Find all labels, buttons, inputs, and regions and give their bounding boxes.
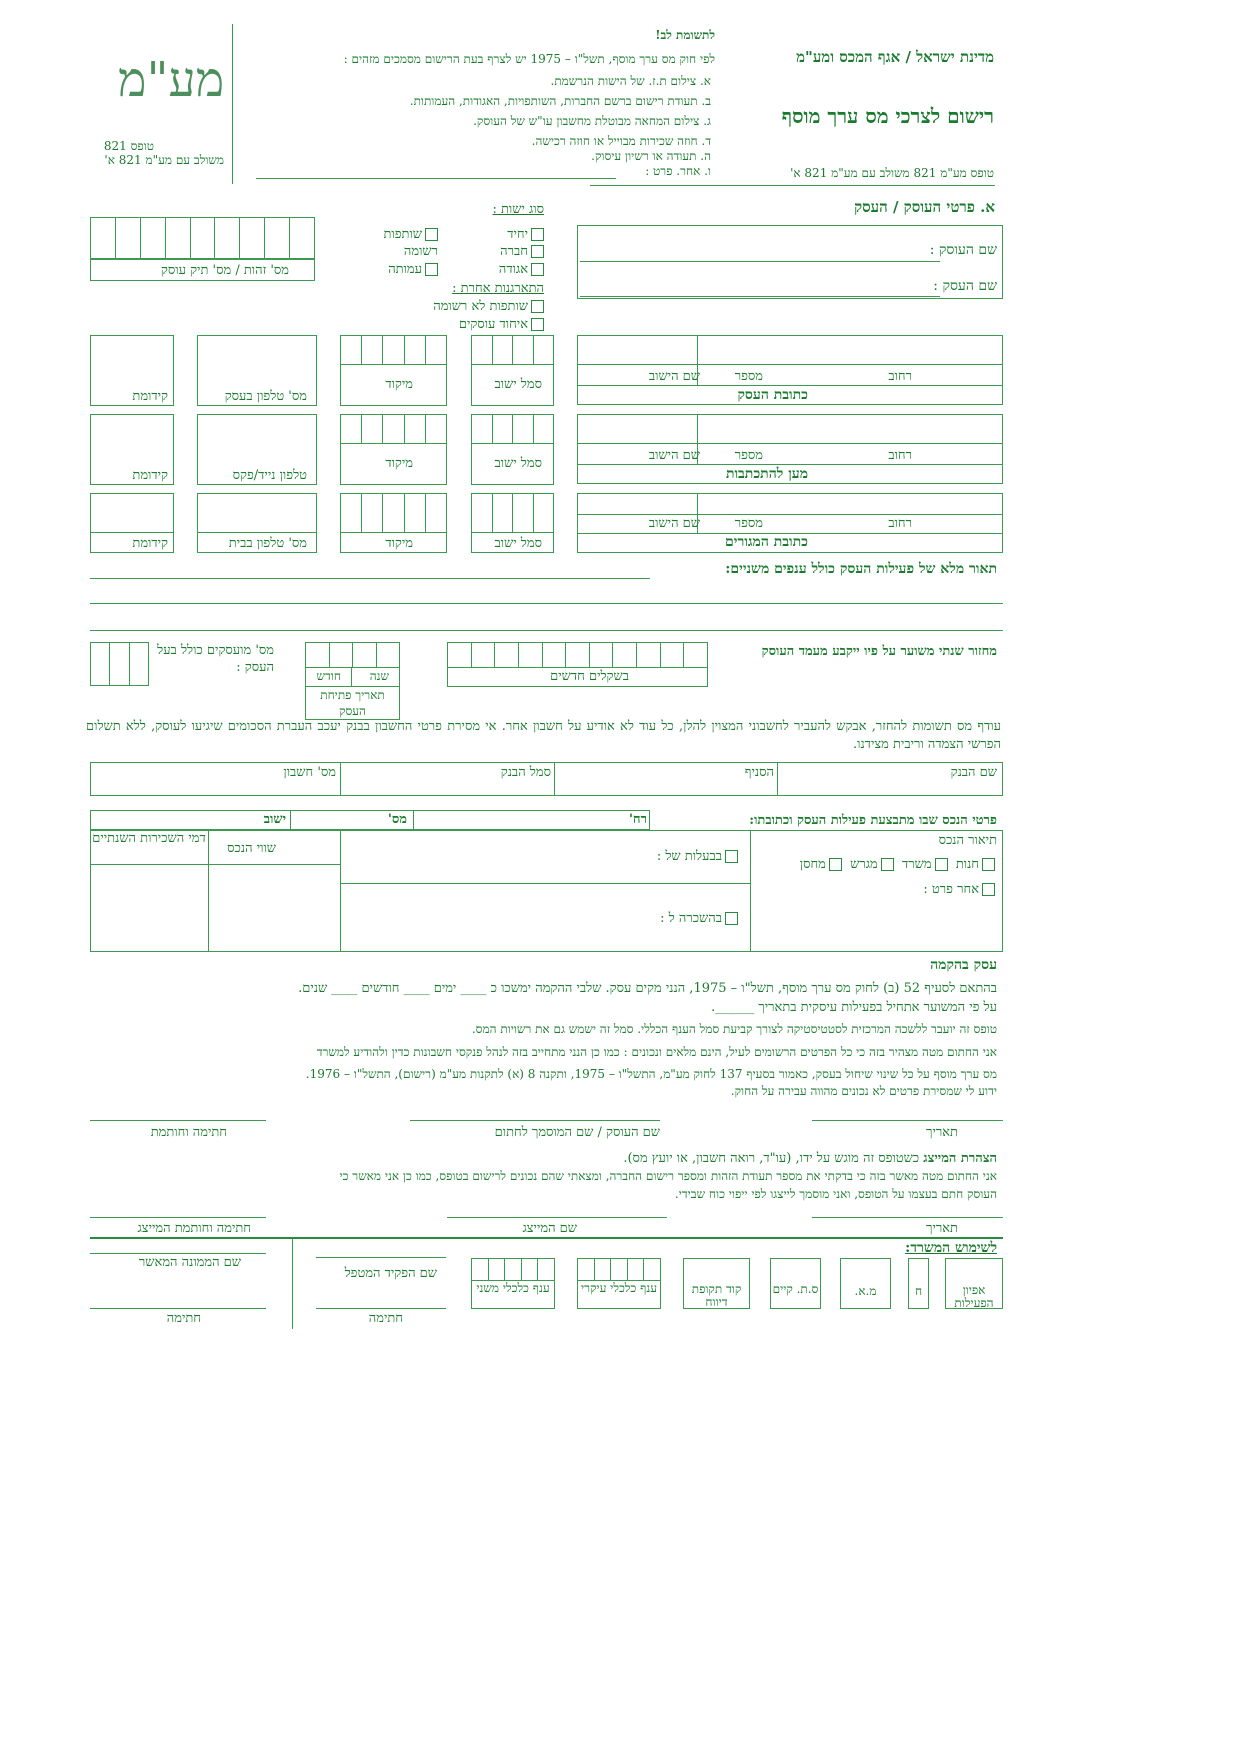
signature-label: חתימה וחותמת (150, 1125, 227, 1140)
property-other[interactable]: אחר פרט : (923, 881, 995, 897)
open-date-label: תאריך פתיחת העסק (320, 688, 385, 718)
turnover-label: מחזור שנתי משוער על פיו ייקבע מעמד העוסק (761, 644, 997, 659)
header-divider-left (232, 24, 233, 184)
divider (340, 830, 341, 952)
office-box-label: ס.ת. קיים (772, 1282, 819, 1296)
attention-title: לתשומת לב! (655, 28, 715, 42)
advisor-date-line[interactable] (812, 1217, 1003, 1218)
checkbox[interactable] (425, 263, 438, 276)
checkbox[interactable] (425, 228, 438, 241)
checkbox[interactable] (982, 883, 995, 896)
annual-rent-label: דמי השכירות השנתיים (92, 831, 206, 846)
advisor-name-line[interactable] (447, 1217, 667, 1218)
zip-label: מיקוד (385, 456, 413, 471)
state-line: מדינת ישראל / אגף המכס ומע"מ (796, 48, 994, 66)
entity-type-label: סוג ישות : (492, 202, 544, 217)
month-label: חודש (316, 669, 341, 683)
employees-cells[interactable] (90, 642, 149, 686)
divider (290, 810, 291, 830)
home-address-title: כתובת המגורים (725, 534, 808, 550)
checkbox[interactable] (881, 858, 894, 871)
entity-option[interactable]: עמותה (388, 261, 438, 277)
property-description-label: תיאור הנכס (938, 833, 997, 848)
employees-label: מס' מועסקים כולל בעל העסק : (157, 643, 274, 675)
zip-label: מיקוד (385, 536, 413, 551)
date-label: תאריך (926, 1125, 958, 1140)
prefix-label: קידומת (132, 468, 168, 483)
divider (577, 385, 1003, 386)
property-title: פרטי הנכס שבו מתבצעת פעילות העסק וכתובתו: (749, 813, 997, 828)
rented-option[interactable]: בהשכרה ל : (660, 910, 738, 926)
other-org-option[interactable]: איחוד עוסקים (459, 316, 544, 332)
divider (351, 667, 352, 687)
divider (90, 864, 340, 865)
city-label: שם הישוב (648, 448, 700, 463)
year-label: שנה (369, 669, 389, 683)
declaration-line: אני החתום מטה מצהיר בזה כי כל הפרטים הרשומים לעיל, הינם מלאים ונכונים : כמו כן הנני מתחייב בזה לנהל פנקסי חשבונות כדין ולהודיע למשרד (316, 1045, 997, 1059)
checkbox[interactable] (725, 912, 738, 925)
office-box-label: ח (914, 1284, 923, 1298)
officer-signature-label: חתימה (166, 1311, 201, 1326)
office-box-label: מ.א. (854, 1284, 877, 1298)
checkbox[interactable] (531, 300, 544, 313)
section-a-title: א. פרטי העוסק / העסק (854, 198, 995, 216)
entity-option[interactable]: חברה (500, 243, 544, 259)
office-main-branch-cells[interactable] (577, 1258, 661, 1281)
entity-option[interactable]: שותפות רשומה (383, 227, 438, 259)
clerk-sign-line[interactable] (316, 1308, 446, 1309)
office-divider (90, 1237, 1003, 1239)
attention-item: ה. תעודה או רשיון עיסוק. (591, 149, 711, 163)
signer-name-label: שם העוסק / שם המוסמך לחתום (494, 1125, 660, 1140)
property-type-options[interactable]: חנות משרד מגרש מחסן (800, 856, 995, 872)
checkbox[interactable] (531, 318, 544, 331)
office-box-label: ענף כלכלי עיקרי (580, 1281, 658, 1295)
activity-line[interactable] (90, 578, 650, 579)
prefix-label: קידומת (132, 536, 168, 551)
checkbox[interactable] (531, 245, 544, 258)
officer-line[interactable] (90, 1253, 266, 1254)
zip-cells[interactable] (340, 493, 447, 533)
turnover-cells[interactable] (447, 642, 708, 668)
divider (577, 514, 1003, 515)
divider (90, 532, 174, 533)
property-city-label: ישוב (263, 812, 286, 827)
number-label: מספר (734, 369, 763, 384)
officer-name-label: שם הממונה המאשר (138, 1255, 241, 1270)
mailing-address-title: מען להתכתבות (725, 466, 808, 482)
city-label: שם הישוב (648, 369, 700, 384)
form-code-line: טופס מע"מ 821 משולב עם מע"מ 821 א' (790, 166, 994, 180)
prefix-label: קידומת (132, 389, 168, 404)
divider (777, 762, 778, 796)
street-label: רחוב (888, 516, 912, 531)
business-name-label: שם העסק : (933, 278, 997, 294)
divider (750, 830, 751, 952)
vat-logo: מע"מ (118, 52, 225, 108)
divider (554, 762, 555, 796)
activity-line[interactable] (90, 603, 1003, 604)
zip-cells[interactable] (340, 414, 447, 444)
zip-label: מיקוד (385, 377, 413, 392)
form-number: טופס 821 (103, 139, 154, 153)
property-street-label: רח' (628, 812, 647, 827)
phone-label: טלפון נייד/פקס (232, 468, 307, 483)
dealer-name-label: שם העוסק : (929, 242, 997, 258)
declaration-line: מס ערך מוסף על כל שינוי שיחול בעסק, כאמור בסעיף 137 לחוק מע"מ, התשל"ו – 1975, ותקנה 8 (א) לתקנות מע"מ (רישום), התשל"ו – 1976. (305, 1067, 997, 1081)
business-address-title: כתובת העסק (737, 387, 808, 403)
attention-item: ד. חוזה שכירות מבוייל או חוזה רכישה. (531, 134, 711, 148)
property-number-label: מס' (387, 812, 407, 827)
settlement-code-label: סמל ישוב (494, 456, 542, 471)
account-label: מס' חשבון (283, 765, 336, 780)
setup-line-1: בהתאם לסעיף 52 (ב) לחוק מס ערך מוסף, תשל"ו – 1975, הנני מקים עסק. שלבי ההקמה ימשכו כ ____ ימים ____ חודשים ____ שנים. (298, 981, 997, 996)
office-box-label: קוד תקופת דיווח (691, 1282, 742, 1309)
entity-option[interactable]: אגודה (499, 261, 544, 277)
phone-label: מס' טלפון בעסק (224, 389, 307, 404)
settlement-code-label: סמל ישוב (494, 377, 542, 392)
settlement-code-cells[interactable] (471, 335, 554, 365)
property-address-box[interactable] (90, 810, 650, 830)
city-label: שם הישוב (648, 516, 700, 531)
advisor-text-2: העוסק חתם בעצמו על הטופס, ואני מוסמך לייצגו לפי ייפוי כוח שבידי. (674, 1187, 997, 1201)
bank-name-label: שם הבנק (950, 765, 997, 780)
office-box-label: ענף כלכלי משני (476, 1281, 550, 1295)
divider (340, 762, 341, 796)
date-cells[interactable] (305, 642, 400, 668)
property-value-label: שווי הנכס (227, 841, 276, 856)
advisor-date-label: תאריך (926, 1221, 958, 1236)
divider (577, 464, 1003, 465)
attention-item: ו. אחר. פרט : (645, 164, 711, 178)
clerk-line[interactable] (316, 1257, 446, 1258)
id-label: מס' זהות / מס' תיק עוסק (160, 263, 289, 278)
checkbox[interactable] (531, 263, 544, 276)
phone-label: מס' טלפון בבית (228, 536, 307, 551)
advisor-sign-line[interactable] (90, 1217, 266, 1218)
advisor-text-1: אני החתום מטה מאשר בזה כי בדקתי את מספר תעודת הזהות ומספר רישום החברה, ומצאתי שהם נכונים לרישום בטופס, כמו כן אני מאשר כי (339, 1169, 997, 1183)
advisor-declaration-heading: הצהרת המייצג כשטופס זה מוגש על ידו, (עו"ד, רואה חשבון, או יועץ מס). (623, 1151, 997, 1166)
statistics-note: טופס זה יועבר ללשכה המרכזית לסטטיסטיקה לצורך קביעת סמל הענף הכללי. סמל זה ישמש גם את רשויות המס. (471, 1022, 997, 1036)
divider (577, 364, 1003, 365)
other-org-label: התארגנות אחרת : (452, 281, 544, 296)
divider (208, 830, 209, 952)
advisor-name-label: שם המייצג (522, 1221, 577, 1236)
office-box-label: אפיון הפעילות (954, 1283, 994, 1310)
other-org-option[interactable]: שותפות לא רשומה (433, 298, 544, 314)
other-doc-line[interactable] (256, 178, 616, 179)
clerk-name-label: שם הפקיד המטפל (344, 1266, 437, 1281)
divider (340, 883, 750, 884)
shekels-label: בשקלים חדשים (550, 669, 629, 684)
number-label: מספר (734, 516, 763, 531)
branch-label: הסניף (744, 765, 774, 780)
zip-cells[interactable] (340, 335, 447, 365)
declaration-line: ידוע לי שמסירת פרטים לא נכונים מהווה עבירה על החוק. (730, 1084, 997, 1098)
advisor-signature-label: חתימה וחותמת המייצג (137, 1221, 251, 1236)
setup-line-2: על פי המשוער אתחיל בפעילות עיסקית בתאריך ______. (711, 1000, 997, 1015)
date-signature-line[interactable] (812, 1120, 1003, 1121)
attention-item: א. צילום ת.ז. של הישות הנרשמת. (550, 74, 711, 88)
settlement-code-cells[interactable] (471, 414, 554, 444)
street-label: רחוב (888, 448, 912, 463)
combined-with: משולב עם מע"מ 821 א' (104, 153, 224, 167)
sign-signature-line[interactable] (90, 1120, 266, 1121)
id-number-cells[interactable] (90, 217, 315, 259)
street-label: רחוב (888, 369, 912, 384)
name-signature-line[interactable] (410, 1120, 660, 1121)
settlement-code-label: סמל ישוב (494, 536, 542, 551)
office-vertical-divider (292, 1239, 293, 1329)
activity-line[interactable] (90, 630, 1003, 631)
checkbox[interactable] (725, 850, 738, 863)
checkbox[interactable] (935, 858, 948, 871)
office-secondary-branch-cells[interactable] (471, 1258, 555, 1281)
bank-text: עודף מס תשומות להחזר, אבקש להעביר לחשבוני המצוין להלן, כל עוד לא אודיע על חשבון אחר. אי מסירת פרטי החשבון בבנק יעכב העברת הסכומים שיגיעו לעוסק, ללא תשלום הפרשי הצמדה וריבית מצידנו. (86, 719, 1001, 752)
officer-sign-line[interactable] (90, 1308, 266, 1309)
activity-description-label: תאור מלא של פעילות העסק כולל ענפים משניים: (725, 561, 997, 577)
checkbox[interactable] (531, 228, 544, 241)
clerk-signature-label: חתימה (368, 1311, 403, 1326)
office-use-title: לשימוש המשרד: (905, 1240, 997, 1256)
checkbox[interactable] (982, 858, 995, 871)
dealer-name-input[interactable] (580, 261, 940, 262)
business-name-input[interactable] (580, 296, 940, 297)
number-label: מספר (734, 448, 763, 463)
entity-option[interactable]: יחיד (507, 226, 544, 242)
owned-option[interactable]: בבעלות של : (657, 848, 738, 864)
divider (197, 532, 317, 533)
divider (413, 810, 414, 830)
settlement-code-cells[interactable] (471, 493, 554, 533)
divider (577, 443, 1003, 444)
setup-title: עסק בהקמה (930, 957, 997, 973)
checkbox[interactable] (829, 858, 842, 871)
header-underline (590, 185, 995, 186)
form-title: רישום לצרכי מס ערך מוסף (781, 104, 994, 128)
attention-item: ג. צילום המחאה מבוטלת מחשבון עו"ש של העוסק. (473, 114, 711, 128)
bank-code-label: סמל הבנק (500, 765, 551, 780)
attention-item: ב. תעודת רישום ברשם החברות, השותפויות, האגודות, העמותות. (409, 94, 711, 108)
attention-intro: לפי חוק מס ערך מוסף, תשל"ו – 1975 יש לצרף בעת הרישום מסמכים מזהים : (343, 52, 715, 66)
